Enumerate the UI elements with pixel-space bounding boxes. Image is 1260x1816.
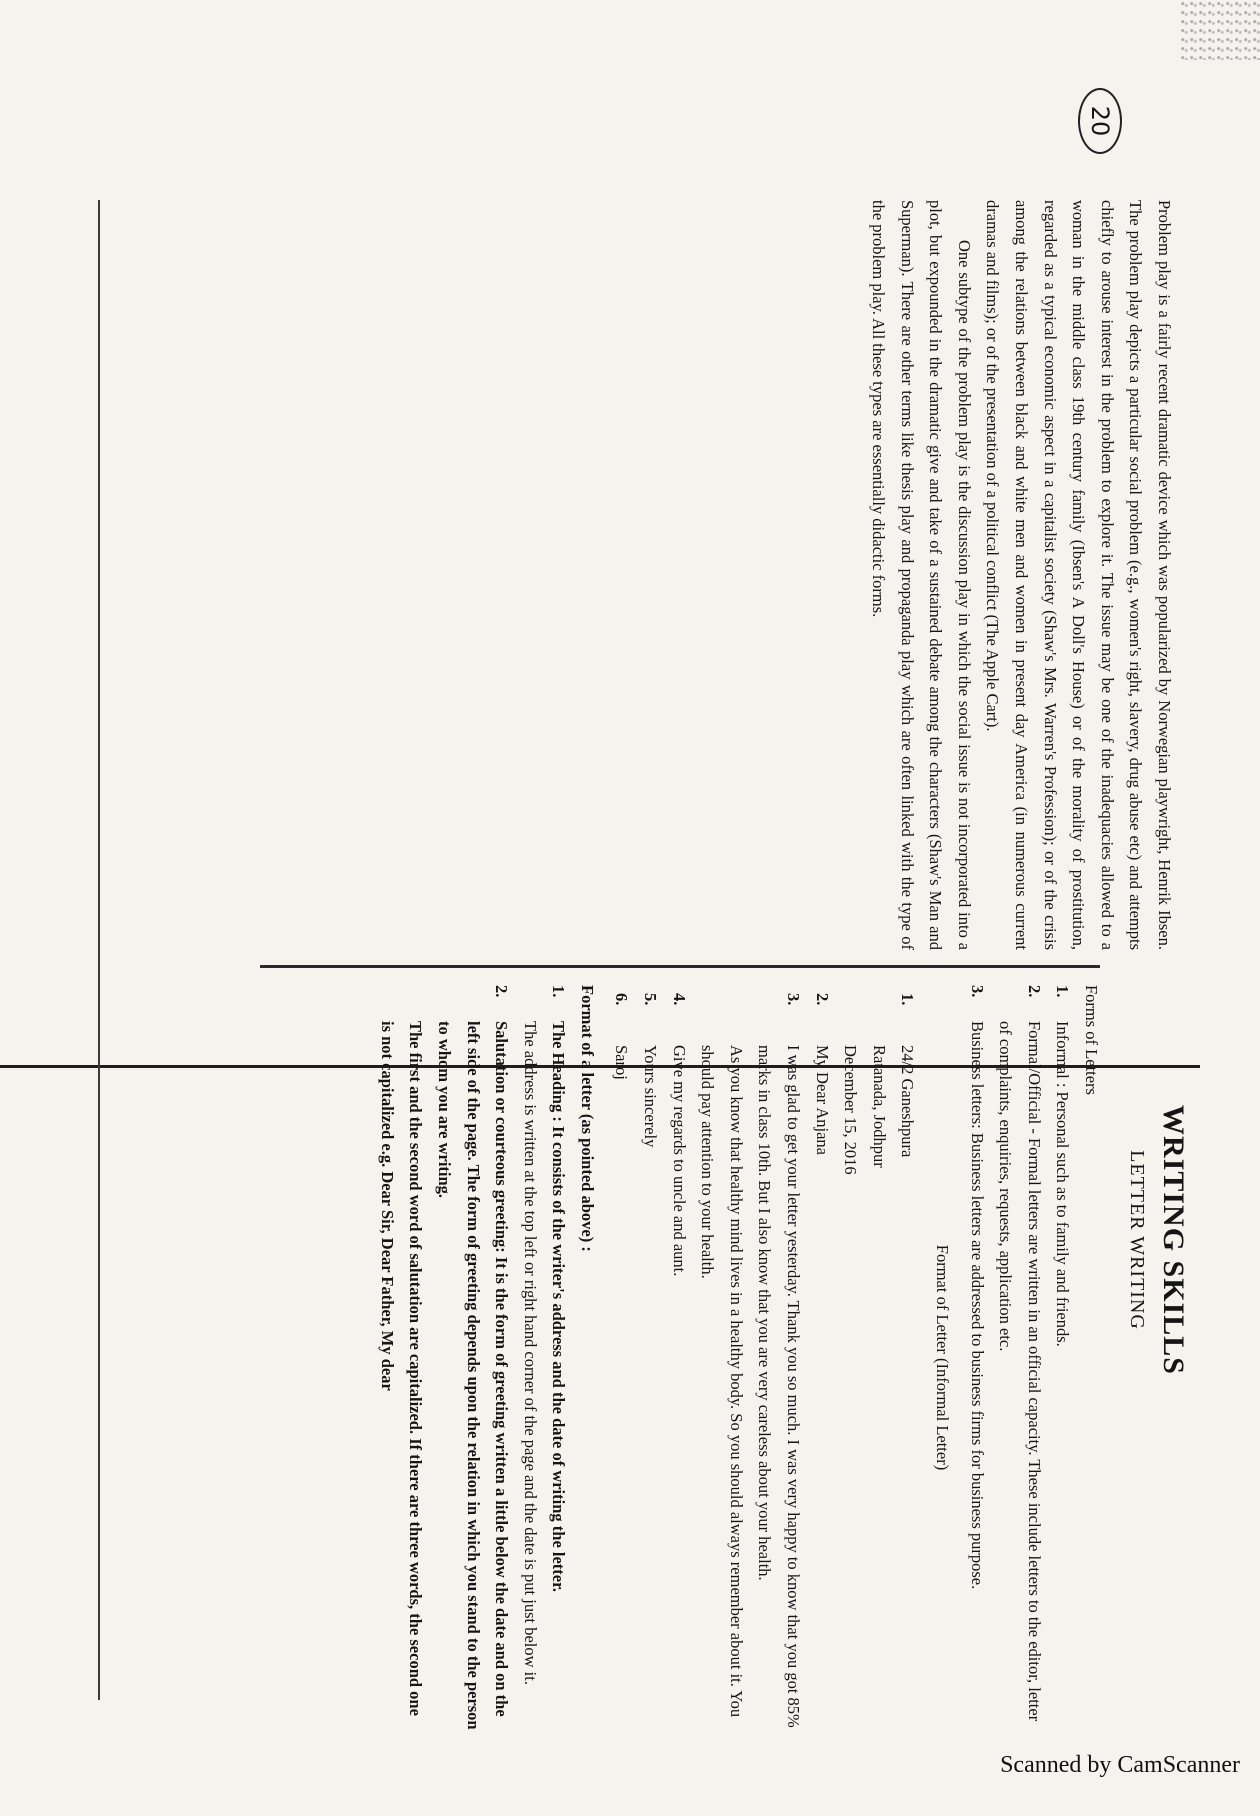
page-subtitle: LETTER WRITING: [1126, 1150, 1148, 1330]
list-number: 2.: [492, 985, 512, 998]
regards-line: Give my regards to uncle and aunt.: [669, 1045, 689, 1277]
address-line: Ratanada, Jodhpur: [869, 1045, 889, 1168]
forms-heading: Forms of Letters: [1082, 985, 1101, 1095]
address-line: 24/2 Ganeshpura: [898, 1045, 918, 1158]
list-item: [807, 985, 836, 1730]
body-paragraph: As you know that healthy mind lives in a healthy body. So you should always remember about it. You should pay attention to your health.: [698, 1045, 746, 1718]
column-divider: [260, 965, 1100, 968]
scanner-watermark: Scanned by CamScanner: [1000, 1752, 1240, 1778]
list-number: 2.: [812, 993, 832, 1006]
list-number: 3.: [967, 985, 987, 998]
list-number: 2.: [1024, 985, 1044, 998]
list-number: 1.: [549, 985, 569, 998]
list-item: [962, 985, 991, 1730]
signature-line: Saroj: [612, 1045, 632, 1080]
list-number: 4.: [669, 993, 689, 1006]
list-item: [664, 985, 693, 1730]
sample-letter: [607, 985, 922, 1730]
list-item: [636, 985, 665, 1730]
bottom-edge-line: [98, 200, 100, 1700]
point-text: Salutation or courteous greeting: It is the form of greeting written a little below the date and on the left side of the page. The form of greeting depends upon the relation in which you stand to the person to whom you are writing.: [434, 1021, 512, 1730]
date-line: December 15, 2016: [841, 1045, 861, 1175]
list-item: [836, 985, 922, 1730]
list-item: [1048, 985, 1077, 1730]
discussion-play-paragraph: One subtype of the problem play is the discussion play in which the social issue is not incorporated into a plot, but expounded in the dramatic give and take of a sustained debate among the characters (Shaw's Man and Superman). There are other terms like thesis play and propaganda play which are often linked with the type of the problem play. All these types are essentially didactic forms.: [869, 200, 974, 950]
list-text: Formal/Official - Formal letters are written in an official capacity. These include letters to the editor, letter of complaints, enquiries, requests, application etc.: [996, 1021, 1044, 1722]
list-number: 6.: [612, 993, 632, 1006]
closing-line: Yours sincerely: [641, 1045, 661, 1148]
rotated-document: [40, 20, 1200, 1760]
list-text: Informal : Personal such as to family and friends.: [1053, 1021, 1073, 1347]
body-paragraph: I was glad to get your letter yesterday. Thank you so much. I was very happy to know that you got 85% marks in class 10th. But I also know that you are very careless about your health.: [755, 1045, 804, 1728]
list-number: 1.: [1053, 985, 1073, 998]
list-item: [693, 985, 807, 1730]
list-item: [991, 985, 1048, 1730]
point-text: The address is written at the top left or right hand corner of the page and the date is put just below it.: [520, 1021, 540, 1685]
list-number: 5.: [641, 993, 661, 1006]
list-number: 3.: [784, 993, 804, 1006]
salutation-line: My Dear Anjana: [812, 1045, 832, 1155]
right-column: [372, 985, 1105, 1730]
list-item: [607, 985, 636, 1730]
list-item: [372, 985, 515, 1730]
page-title: WRITING SKILLS: [1157, 1105, 1190, 1375]
list-item: [515, 985, 572, 1730]
left-column: [863, 200, 1178, 950]
list-number: 1.: [898, 993, 918, 1006]
list-text: Business letters: Business letters are addressed to business firms for business purpose.: [967, 1021, 987, 1590]
point-text: The Heading : It consists of the writer's address and the date of writing the letter.: [549, 1021, 569, 1593]
problem-play-paragraph: Problem play is a fairly recent dramatic device which was popularized by Norwegian playwright, Henrik Ibsen. The problem play depicts a particular social problem (e.g., women's right, slavery, drug abuse etc) and attempts chiefly to arouse interest in the problem to explore it. The issue may be one of the inadequacies allowed to a woman in the middle class 19th century family (Ibsen's A Doll's House) or of the morality of prostitution, regarded as a typical economic aspect in a capitalist society (Shaw's Mrs. Warren's Profession); or of the crisis among the relations between black and white men and women in present day America (in numerous current dramas and films); or of the presentation of a political conflict (The Apple Cart).: [983, 200, 1174, 950]
page-number-circle: 20: [1078, 88, 1122, 154]
format-heading: Format of Letter (Informal Letter): [933, 1244, 953, 1471]
format-points-heading: Format of a letter (as pointed above) :: [577, 985, 597, 1252]
point-text: The first and the second word of salutation are capitalized. If there are three words, the second one is not capitalized e.g. Dear Sir, Dear Father, My dear: [377, 1021, 426, 1716]
